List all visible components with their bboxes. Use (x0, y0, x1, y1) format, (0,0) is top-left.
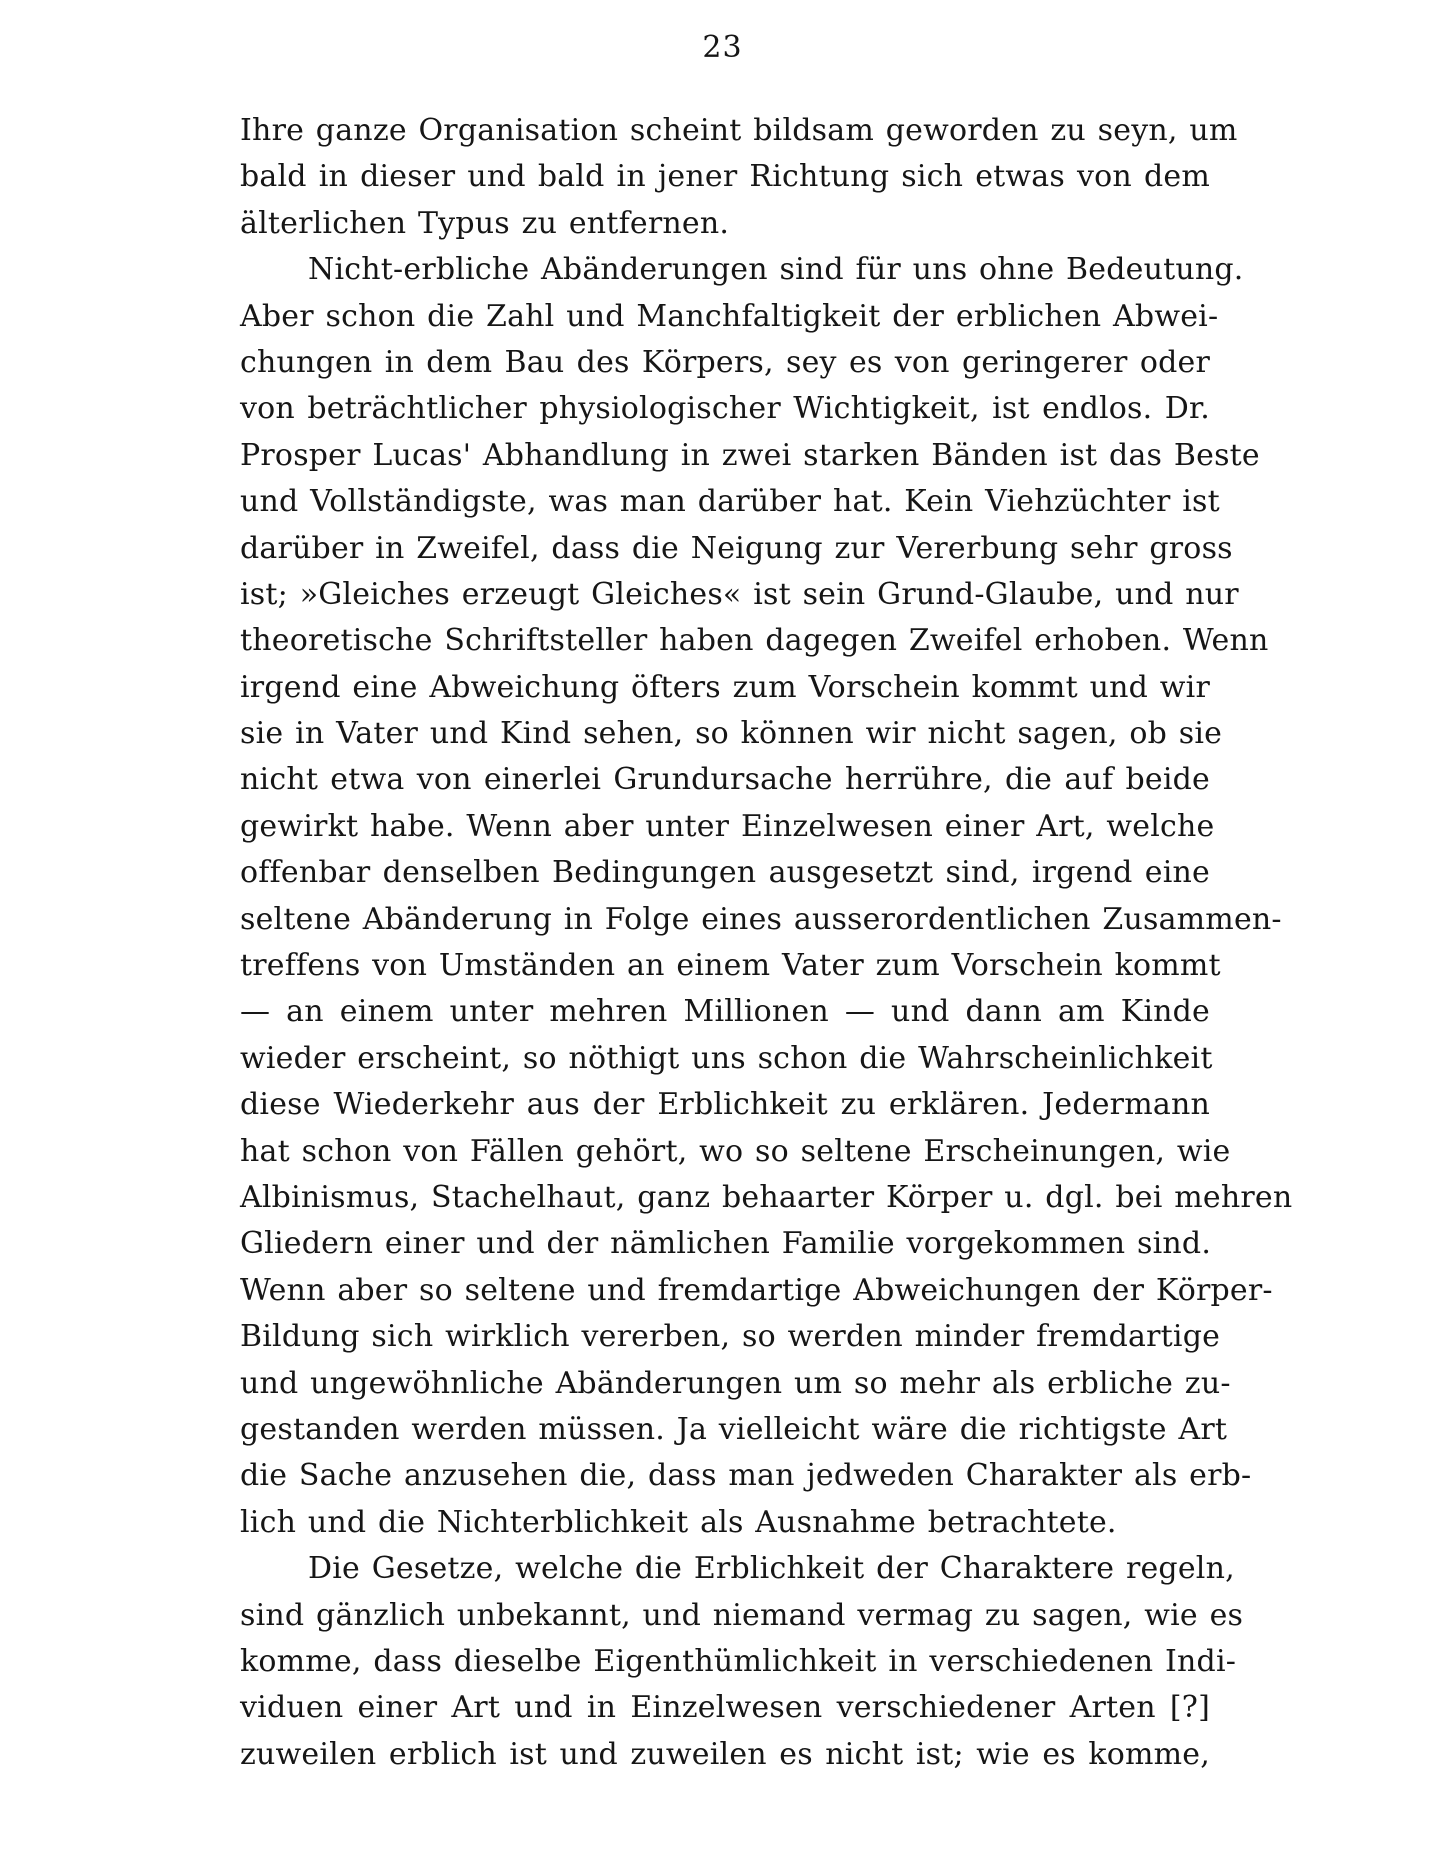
text-line: seltene Abänderung in Folge eines ausserordentlichen Zusammen- (240, 901, 1282, 937)
text-line: Ihre ganze Organisation scheint bildsam geworden zu seyn, um (240, 113, 1238, 148)
text-line: nicht etwa von einerlei Grundursache herrühre, die auf beide (240, 762, 1210, 798)
text-line: ist; »Gleiches erzeugt Gleiches« ist sein Grund-Glaube, und nur (240, 576, 1239, 612)
text-line: sind gänzlich unbekannt, und niemand vermag zu sagen, wie es (240, 1597, 1244, 1633)
text-line: bald in dieser und bald in jener Richtung sich etwas von dem (240, 159, 1210, 195)
text-line: offenbar denselben Bedingungen ausgesetzt sind, irgend eine (240, 855, 1210, 891)
text-line: zuweilen erblich ist und zuweilen es nicht ist; wie es komme, (240, 1736, 1210, 1772)
text-line: lich und die Nichterblichkeit als Ausnahme betrachtete. (240, 1504, 1117, 1540)
text-line: Bildung sich wirklich vererben, so werden minder fremdartige (240, 1319, 1221, 1355)
text-line: chungen in dem Bau des Körpers, sey es von geringerer oder (240, 344, 1210, 380)
text-line: Nicht-erbliche Abänderungen sind für uns ohne Bedeutung. (308, 252, 1244, 288)
text-line: gewirkt habe. Wenn aber unter Einzelwesen einer Art, welche (240, 808, 1215, 844)
text-line: die Sache anzusehen die, dass man jedweden Charakter als erb- (240, 1458, 1252, 1494)
body-text (240, 108, 1293, 1778)
text-line: komme, dass dieselbe Eigenthümlichkeit in verschiedenen Indi- (240, 1643, 1237, 1679)
text-line: Aber schon die Zahl und Manchfaltigkeit der erblichen Abwei- (240, 298, 1219, 334)
text-line: viduen einer Art und in Einzelwesen verschiedener Arten [?] (240, 1690, 1210, 1726)
text-line: sie in Vater und Kind sehen, so können wir nicht sagen, ob sie (240, 716, 1223, 752)
text-line: — an einem unter mehren Millionen — und dann am Kinde (240, 994, 1210, 1030)
text-line: Wenn aber so seltene und fremdartige Abweichungen der Körper- (240, 1272, 1273, 1308)
text-line: gestanden werden müssen. Ja vielleicht wäre die richtigste Art (240, 1411, 1228, 1447)
text-line: älterlichen Typus zu entfernen. (240, 205, 730, 241)
text-line: darüber in Zweifel, dass die Neigung zur Vererbung sehr gross (240, 530, 1233, 566)
text-line: wieder erscheint, so nöthigt uns schon die Wahrscheinlichkeit (240, 1040, 1213, 1076)
page-number: 23 (702, 30, 743, 65)
text-line: theoretische Schriftsteller haben dagegen Zweifel erhoben. Wenn (240, 623, 1269, 659)
text-line: diese Wiederkehr aus der Erblichkeit zu erklären. Jedermann (240, 1087, 1210, 1123)
text-line: irgend eine Abweichung öfters zum Vorschein kommt und wir (240, 669, 1210, 705)
text-line: hat schon von Fällen gehört, wo so seltene Erscheinungen, wie (240, 1133, 1231, 1169)
text-line: und Vollständigste, was man darüber hat. Kein Viehzüchter ist (240, 484, 1220, 520)
text-line: Die Gesetze, welche die Erblichkeit der Charaktere regeln, (308, 1551, 1235, 1587)
text-line: Gliedern einer und der nämlichen Familie vorgekommen sind. (240, 1226, 1212, 1262)
text-line: treffens von Umständen an einem Vater zum Vorschein kommt (240, 948, 1221, 984)
text-line: von beträchtlicher physiologischer Wichtigkeit, ist endlos. Dr. (240, 391, 1210, 427)
text-line: und ungewöhnliche Abänderungen um so mehr als erbliche zu- (240, 1365, 1231, 1401)
text-line: Albinismus, Stachelhaut, ganz behaarter Körper u. dgl. bei mehren (240, 1179, 1293, 1215)
text-line: Prosper Lucas' Abhandlung in zwei starken Bänden ist das Beste (240, 437, 1260, 473)
